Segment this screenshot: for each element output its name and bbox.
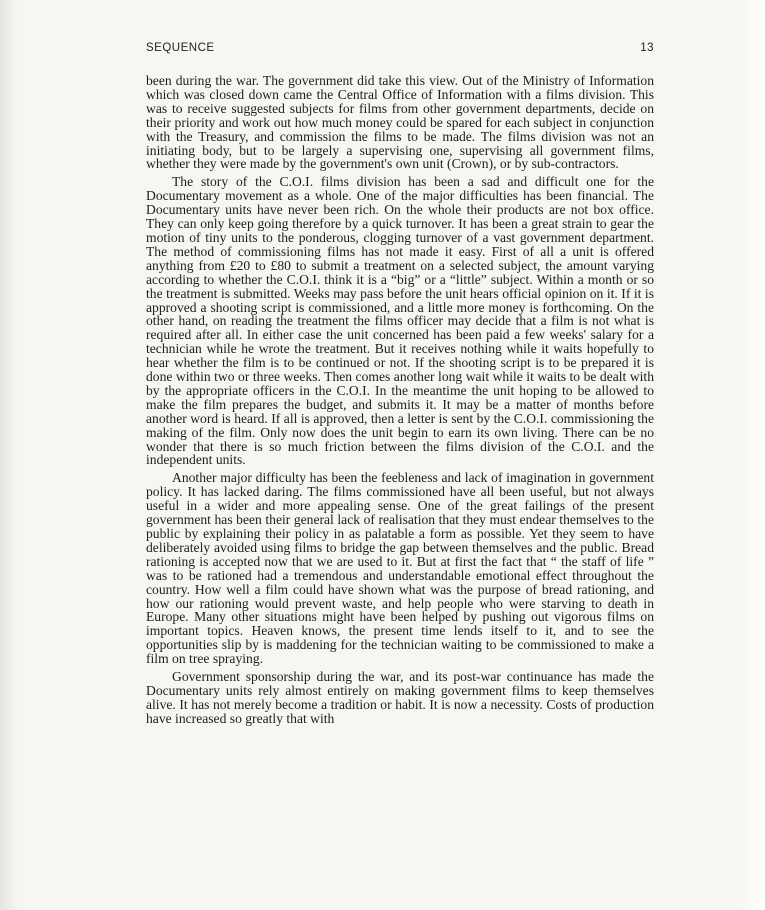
section-title: SEQUENCE — [146, 42, 215, 54]
paragraph: The story of the C.O.I. films division has been a sad and difficult one for the Documentary movement as a whole. One of the major difficulties has been financial. The Documentary units have never been rich. On the whole their products are not box office. They can only keep going therefore by a quick turnover. It has been a great strain to gear the motion of tiny units to the ponderous, clogging turnover of a vast government department. The method of commissioning films has not made it easy. First of all a unit is offered anything from £20 to £80 to submit a treatment on a selected subject, the amount varying according to whether the C.O.I. think it is a “big” or a “little” subject. Within a month or so the treatment is submitted. Weeks may pass before the unit hears official opinion on it. If it is approved a shooting script is commissioned, and a little more money is forthcoming. On the other hand, on reading the treatment the films officer may decide that a film is not what is required after all. In either case the unit concerned has been paid a few weeks' salary for a technician while he wrote the treatment. But it receives nothing while it waits hopefully to hear whether the film is to be continued or not. If the shooting script is to be prepared it is done within two or three weeks. Then comes another long wait while it waits to be dealt with by the appropriate officers in the C.O.I. In the meantime the unit hoping to be allowed to make the film prepares the budget, and submits it. It may be a matter of months before another word is heard. If all is approved, then a letter is sent by the C.O.I. commissioning the making of the film. Only now does the unit begin to earn its own living. There can be no wonder that there is so much friction between the films division of the C.O.I. and the independent units. — [146, 174, 654, 468]
page-number: 13 — [640, 42, 654, 54]
paragraph-continued: been during the war. The government did take this view. Out of the Ministry of Information which was closed down came the Central Office of Information with a films division. This was to receive suggested subjects for films from other government departments, decide on their priority and work out how much money could be spared for each subject in conjunction with the Treasury, and commission the films to be made. The films division was not an initiating body, but to be largely a supervising one, supervising all government films, whether they were made by the government's own unit (Crown), or by sub-contractors. — [146, 73, 654, 172]
paragraph: Another major difficulty has been the feebleness and lack of imagination in government policy. It has lacked daring. The films commissioned have all been useful, but not always useful in a wider and more appealing sense. One of the great failings of the present government has been their general lack of realisation that they must endear themselves to the public by explaining their policy in as palatable a form as possible. Yet they seem to have deliberately avoided using films to bridge the gap between themselves and the public. Bread rationing is accepted now that we are used to it. But at first the fact that “ the staff of life ” was to be rationed had a tremendous and understandable emotional effect throughout the country. How well a film could have shown what was the purpose of bread rationing, and how our rationing would prevent waste, and help people who were starving to death in Europe. Many other situations might have been helped by pushing out vigorous films on important topics. Heaven knows, the present time lends itself to it, and to see the opportunities slip by is maddening for the technician waiting to be commissioned to make a film on tree spraying. — [146, 470, 654, 667]
paragraph: Government sponsorship during the war, and its post-war continuance has made the Documentary units rely almost entirely on making government films to keep themselves alive. It has not merely become a tradition or habit. It is now a necessity. Costs of production have increased so greatly that with — [146, 669, 654, 726]
running-head — [146, 42, 654, 54]
body-text — [146, 74, 654, 726]
page-edge-shadow — [0, 0, 18, 910]
page-edge-highlight — [735, 0, 765, 910]
